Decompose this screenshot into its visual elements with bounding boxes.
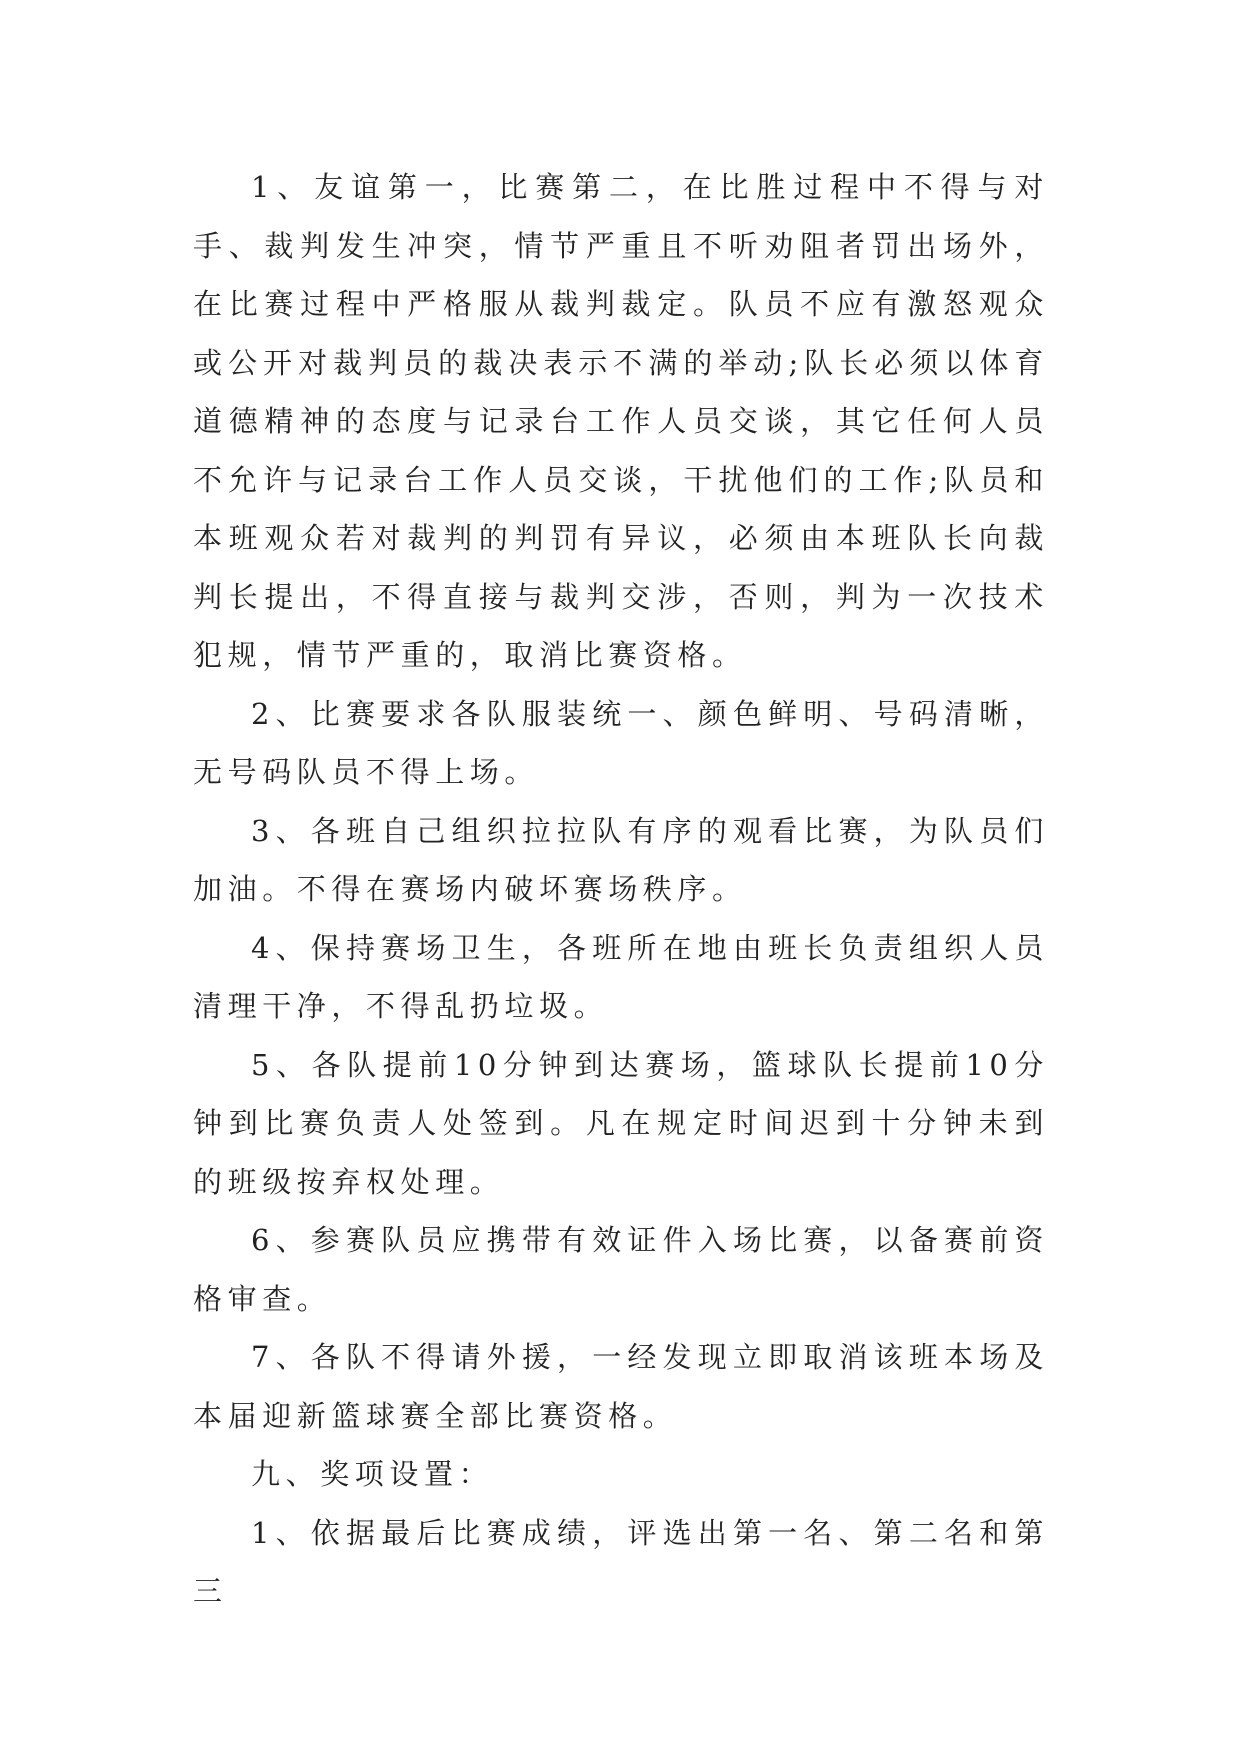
paragraph-rule-4: 4、保持赛场卫生，各班所在地由班长负责组织人员清理干净，不得乱扔垃圾。 [193,930,1049,1023]
paragraph-rule-6: 6、参赛队员应携带有效证件入场比赛，以备赛前资格审查。 [193,1223,1049,1316]
paragraph-award-1: 1、依据最后比赛成绩，评选出第一名、第二名和第三 [193,1515,1049,1608]
paragraph-rule-3: 3、各班自己组织拉拉队有序的观看比赛，为队员们加油。不得在赛场内破坏赛场秩序。 [193,813,1049,906]
paragraph-rule-2: 2、比赛要求各队服装统一、颜色鲜明、号码清晰，无号码队员不得上场。 [193,696,1049,789]
paragraph-rule-7: 7、各队不得请外援，一经发现立即取消该班本场及本届迎新篮球赛全部比赛资格。 [193,1340,1049,1433]
section-heading-awards: 九、奖项设置： [251,1457,494,1491]
paragraph-rule-5: 5、各队提前10分钟到达赛场，篮球队长提前10分钟到比赛负责人处签到。凡在规定时间迟到十分钟未到的班级按弃权处理。 [193,1047,1049,1199]
document-body [193,158,1049,1621]
paragraph-rule-1: 1、友谊第一，比赛第二，在比胜过程中不得与对手、裁判发生冲突，情节严重且不听劝阻者罚出场外，在比赛过程中严格服从裁判裁定。队员不应有激怒观众或公开对裁判员的裁决表示不满的举动;队长必须以体育道德精神的态度与记录台工作人员交谈，其它任何人员不允许与记录台工作人员交谈，干扰他们的工作;队员和本班观众若对裁判的判罚有异议，必须由本班队长向裁判长提出，不得直接与裁判交涉，否则，判为一次技术犯规，情节严重的，取消比赛资格。 [193,170,1049,672]
